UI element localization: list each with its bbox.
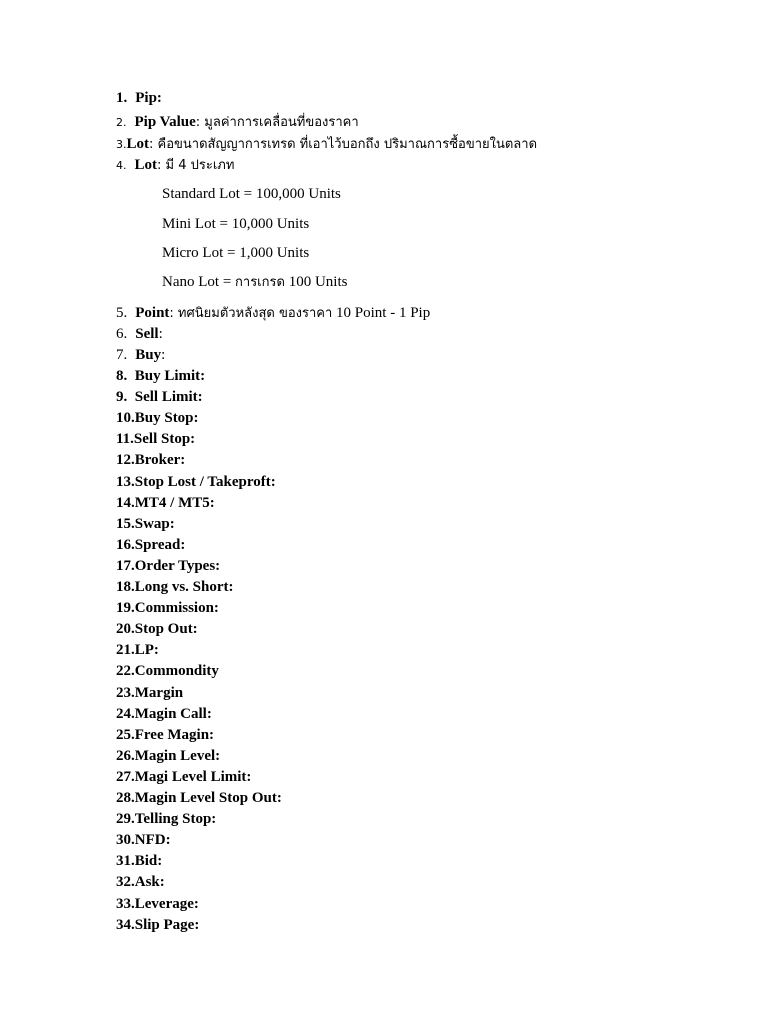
item-term: Point — [135, 305, 170, 321]
list-item-bold: 13.Stop Lost / Takeproft: — [116, 473, 276, 490]
list-item-bold: 17.Order Types: — [116, 557, 221, 574]
item-description: : — [161, 347, 166, 363]
item-description-en: 10 Point - 1 Pip — [332, 305, 431, 321]
list-item-3 — [116, 135, 537, 154]
list-item-bold: 29.Telling Stop: — [116, 811, 217, 828]
list-item-bold: 21.LP: — [116, 642, 159, 659]
list-item-bold: 28.Magin Level Stop Out: — [116, 790, 282, 806]
item-description-thai: : ทศนิยมตัวหลังสุด ของราคา — [169, 306, 333, 321]
list-item-bold: 31.Bid: — [116, 853, 163, 870]
item-term: Lot — [126, 136, 149, 152]
item-term: Buy — [135, 347, 162, 363]
list-item-bold: 23.Margin — [116, 684, 184, 701]
item-number: 1. — [116, 90, 128, 106]
list-item-bold: 34.Slip Page: — [116, 916, 200, 933]
lot-type-nano-thai: การเกรด — [235, 275, 285, 290]
item-description: : มูลค่าการเคลื่อนที่ของราคา — [195, 115, 359, 130]
item-term: Pip: — [135, 90, 162, 106]
list-item-bold: 18.Long vs. Short: — [116, 579, 234, 595]
list-item-5 — [116, 304, 430, 323]
list-item-bold: 33.Leverage: — [116, 895, 199, 912]
item-number: 5. — [116, 305, 128, 321]
list-item-4 — [116, 156, 234, 175]
list-item-1 — [116, 89, 162, 107]
item-description: : มี 4 ประเภท — [157, 158, 235, 173]
list-item-6 — [116, 325, 163, 343]
lot-type-mini: Mini Lot = 10,000 Units — [162, 216, 310, 232]
list-item-bold: 14.MT4 / MT5: — [116, 494, 215, 511]
list-item-bold: 16.Spread: — [116, 536, 186, 553]
list-item-bold: 27.Magi Level Limit: — [116, 768, 252, 785]
list-item-bold: 25.Free Magin: — [116, 726, 215, 743]
list-item-bold: 20.Stop Out: — [116, 621, 198, 638]
item-number: 4. — [116, 159, 127, 172]
item-number: 6. — [116, 326, 128, 342]
lot-type-nano-suffix: 100 Units — [284, 274, 348, 290]
list-item-bold: 19.Commission: — [116, 600, 219, 617]
item-term: Pip Value — [134, 114, 196, 130]
list-item-7 — [116, 346, 165, 364]
list-item-bold: 10.Buy Stop: — [116, 410, 199, 427]
list-item-bold: 22.Commondity — [116, 663, 219, 680]
list-item-bold: 12.Broker: — [116, 452, 186, 469]
list-item-2 — [116, 113, 359, 132]
lot-type-nano — [162, 273, 347, 292]
lot-type-micro: Micro Lot = 1,000 Units — [162, 245, 310, 261]
item-number: 2. — [116, 116, 127, 129]
lot-type-standard: Standard Lot = 100,000 Units — [162, 186, 341, 202]
list-item-bold: 11.Sell Stop: — [116, 431, 196, 448]
list-item-bold: 24.Magin Call: — [116, 705, 212, 722]
list-item-bold: 8. Buy Limit: — [116, 368, 206, 384]
item-number: 7. — [116, 347, 128, 363]
list-item-bold: 30.NFD: — [116, 832, 171, 849]
list-item-bold: 15.Swap: — [116, 515, 175, 532]
item-term: Lot — [134, 157, 157, 173]
item-description: : คือขนาดสัญญาการเทรด ที่เอาไว้บอกถึง ปริมาณการซื้อขายในตลาด — [149, 137, 538, 152]
list-item-bold: 26.Magin Level: — [116, 747, 221, 764]
lot-type-nano-prefix: Nano Lot = — [162, 274, 236, 290]
item-number: 3. — [116, 138, 127, 151]
list-item-bold: 32.Ask: — [116, 874, 165, 891]
item-description: : — [158, 326, 163, 342]
list-item-bold: 9. Sell Limit: — [116, 389, 203, 406]
item-term: Sell — [135, 326, 159, 342]
